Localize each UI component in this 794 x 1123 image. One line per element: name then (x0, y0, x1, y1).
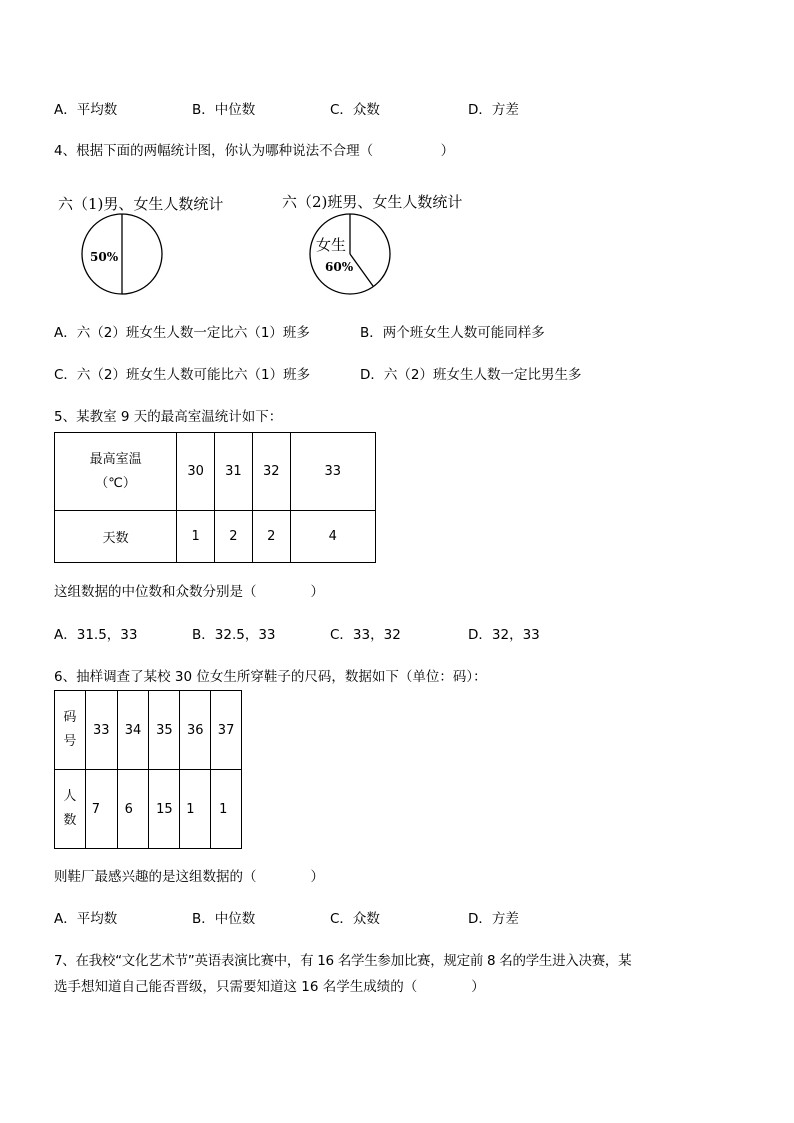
q3-option-b: B．中位数 (192, 102, 256, 118)
pie2-label-girls: 女生 (316, 236, 347, 254)
q5-temp-cell: 30 (177, 433, 215, 511)
q6-count-cell: 6 (117, 770, 149, 849)
q6-shoe-size-table (54, 690, 242, 849)
q6-row2-header-a: 人 (63, 789, 77, 804)
q5-row2-header: 天数 (55, 511, 177, 563)
q5-row1-header (55, 433, 177, 511)
q5-temp-cell: 31 (215, 433, 253, 511)
q6-size-cell: 37 (211, 691, 242, 770)
q5-option-a: A．31.5，33 (54, 627, 138, 643)
q4-option-d: D．六（2）班女生人数一定比男生多 (360, 367, 582, 383)
q6-stem: 6、抽样调查了某校 30 位女生所穿鞋子的尺码，数据如下（单位：码）： (54, 669, 487, 685)
q5-option-d: D．32，33 (468, 627, 540, 643)
q5-row1-header-line1: 最高室温 (89, 451, 142, 467)
q6-option-a: A．平均数 (54, 911, 118, 927)
q5-row1-header-line2: （℃） (95, 475, 136, 491)
q6-row1-header-b: 号 (63, 734, 77, 749)
q5-option-b: B．32.5，33 (192, 627, 276, 643)
q4-option-a: A．六（2）班女生人数一定比六（1）班多 (54, 325, 310, 341)
q7-stem-line1: 7、在我校“文化艺术节”英语表演比赛中，有 16 名学生参加比赛，规定前 8 名的学生进入决赛，某 (54, 953, 632, 969)
q6-option-d: D．方差 (468, 911, 519, 927)
pie1-label: 50% (90, 250, 119, 264)
q4-stem: 4、根据下面的两幅统计图，你认为哪种说法不合理（ ） (54, 143, 455, 159)
q5-stem: 5、某教室 9 天的最高室温统计如下： (54, 409, 283, 425)
q5-days-cell: 2 (252, 511, 290, 563)
q7-stem-line2: 选手想知道自己能否晋级，只需要知道这 16 名学生成绩的（ ） (54, 979, 485, 995)
q6-size-cell: 36 (180, 691, 211, 770)
q6-size-cell: 35 (149, 691, 180, 770)
q5-option-c: C．33，32 (330, 627, 401, 643)
q3-option-c: C．众数 (330, 102, 380, 118)
q5-days-cell: 4 (290, 511, 375, 563)
pie2-label-percent: 60% (325, 260, 354, 274)
q5-question: 这组数据的中位数和众数分别是（ ） (54, 584, 324, 600)
q3-option-d: D．方差 (468, 102, 519, 118)
q6-row1-header (55, 691, 86, 770)
q4-chart1-title: 六（1)男、女生人数统计 (58, 195, 224, 213)
q5-temp-cell: 32 (252, 433, 290, 511)
q5-temp-cell: 33 (290, 433, 375, 511)
q6-row1-header-a: 码 (63, 710, 77, 725)
q6-row2-header (55, 770, 86, 849)
q5-temperature-table (54, 432, 376, 563)
q3-option-a: A．平均数 (54, 102, 118, 118)
q4-chart2-title: 六（2)班男、女生人数统计 (282, 193, 463, 211)
q4-pie-chart-1 (78, 212, 168, 296)
q4-pie-chart-2 (308, 210, 394, 300)
q6-option-b: B．中位数 (192, 911, 256, 927)
q5-days-cell: 1 (177, 511, 215, 563)
q6-count-cell: 7 (85, 770, 117, 849)
q4-option-c: C．六（2）班女生人数可能比六（1）班多 (54, 367, 311, 383)
q6-question: 则鞋厂最感兴趣的是这组数据的（ ） (54, 869, 324, 885)
q6-option-c: C．众数 (330, 911, 380, 927)
q6-size-cell: 33 (85, 691, 117, 770)
q6-count-cell: 15 (149, 770, 180, 849)
q5-days-cell: 2 (215, 511, 253, 563)
q6-count-cell: 1 (180, 770, 211, 849)
q6-row2-header-b: 数 (63, 813, 77, 828)
q6-size-cell: 34 (117, 691, 149, 770)
q4-option-b: B．两个班女生人数可能同样多 (360, 325, 545, 341)
q6-count-cell: 1 (211, 770, 242, 849)
